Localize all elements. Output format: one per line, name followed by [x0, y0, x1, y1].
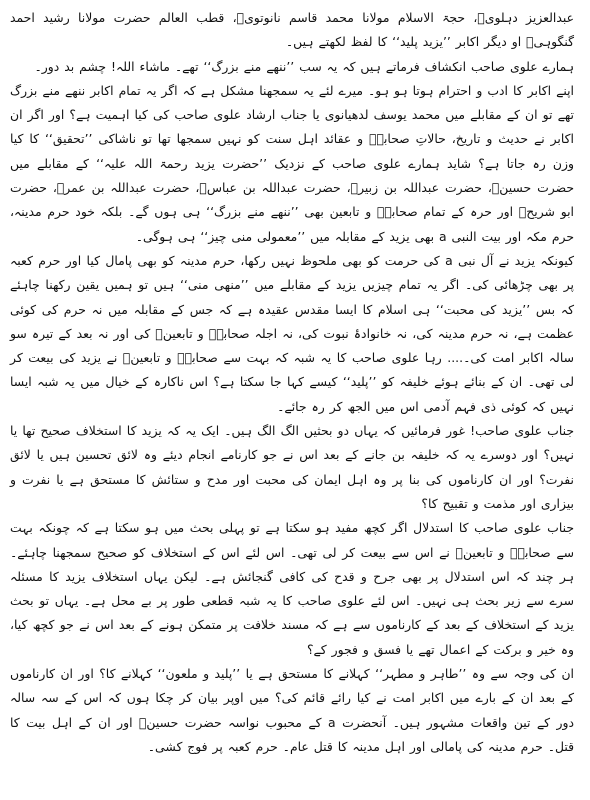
- paragraph-7: ان کی وجہ سے وہ ’’طاہر و مطہر‘‘ کہلانے کا مستحق ہے یا ’’پلید و ملعون‘‘ کہلانے کا؟ اور ان کارناموں کے بعد ان کے بارے میں اکابر امت نے کیا رائے قائم کی؟ میں اوپر بیان کر چکا ہوں کہ اس کے سہ سالہ دور کے تین واقعات مشہور ہیں۔ آنحضرت a کے محبوب نواسہ حضرت حسینؓ اور ان کے اہل بیت کا قتل۔ حرم مدینہ کی پامالی اور اہل مدینہ کا قتل عام۔ حرم کعبہ پر فوج کشی۔: [10, 666, 574, 754]
- paragraph-4: کیونکہ یزید نے آل نبی a کی حرمت کو بھی ملحوظ نہیں رکھا، حرم مدینہ کو بھی پامال کیا اور حرم کعبہ پر بھی چڑھائی کی۔ اگر یہ تمام چیزیں یزید کے مقابلے میں ’’منھی منی‘‘ ہیں تو ہمیں یقین رکھنا چاہئے کہ بس ’’یزید کی محبت‘‘ ہی اسلام کا ایسا مقدس عقیدہ ہے کہ جس کے مقابلہ میں نہ حرم کی کوئی عظمت ہے، نہ حرم مدینہ کی، نہ خانوادۂ نبوت کی، نہ اجلہ صحابہؓ و تابعینؒ کی اور نہ بعد کے تیرہ سو سالہ اکابر امت کی۔.... رہا علوی صاحب کا یہ شبہ کہ بہت سے صحابہؓ و تابعینؒ نے یزید کی بیعت کر لی تھی۔ ان کے بنائے ہوئے خلیفہ کو ’’پلید‘‘ کیسے کہا جا سکتا ہے؟ اس ناکارہ کے خیال میں یہ شبہ ایسا نہیں کہ کوئی ذی فہم آدمی اس میں الجھ کر رہ جائے۔: [10, 252, 574, 414]
- paragraph-3: اپنے اکابر کا ادب و احترام ہوتا ہو ہو۔ میرے لئے یہ سمجھنا مشکل ہے کہ اگر یہ تمام اکابر ننھے منے بزرگ تھے تو ان کے مقابلے میں محمد یوسف لدھیانوی یا جناب ارشاد علوی صاحب کی کیا اہمیت ہے؟ اور اگر ان اکابر نے حدیث و تاریخ، حالاتِ صحابہؓ و عقائد اہل سنت کو نہیں سمجھا تھا تو ناشاکی ’’تحقیق‘‘ کا کیا وزن رہ جاتا ہے؟ شاید ہمارے علوی صاحب کے نزدیک ’’حضرت یزید رحمۃ اللہ علیہ‘‘ کے مقابلے میں حضرت حسینؓ، حضرت عبداللہ بن زبیرؓ، حضرت عبداللہ بن عباسؓ، حضرت عبداللہ بن عمرؓ، حضرت ابو شریحؓ اور حرہ کے تمام صحابہؓ و تابعین بھی ’’ننھے منے بزرگ‘‘ ہی ہوں گے۔ بلکہ خود حرم مدینہ، حرم مکہ اور بیت النبی a بھی یزید کے مقابلہ میں ’’معمولی منی چیز‘‘ ہی ہوگی۔: [10, 82, 574, 244]
- paragraph-1: عبدالعزیز دہلویؒ، حجۃ الاسلام مولانا محمد قاسم نانوتویؒ، قطب العالم حضرت مولانا رشید احمد گنگوہیؒ او دیگر اکابر ’’یزید پلید‘‘ کا لفظ لکھتے ہیں۔: [10, 10, 574, 50]
- urdu-text-body: [10, 6, 574, 759]
- paragraph-6: جناب علوی صاحب کا استدلال اگر کچھ مفید ہو سکتا ہے تو پہلی بحث میں ہو سکتا ہے کہ چونکہ بہت سے صحابہؓ و تابعینؒ نے اس سے بیعت کر لی تھی۔ اس لئے اس کے استخلاف کو صحیح سمجھنا چاہئے۔ ہر چند کہ اس استدلال پر بھی جرح و قدح کی کافی گنجائش ہے۔ لیکن یہاں استخلاف یزید کا مسئلہ سرے سے زیر بحث ہی نہیں۔ اس لئے علوی صاحب کا یہ شبہ قطعی طور پر بے محل ہے۔ یہاں تو بحث یزید کے استخلاف کے بعد کے کارناموں سے ہے کہ مسند خلافت پر متمکن ہونے کے بعد اس نے جو کچھ کیا، وہ خیر و برکت کے اعمال تھے یا فسق و فجور کے؟: [10, 520, 574, 657]
- paragraph-2: ہمارے علوی صاحب انکشاف فرماتے ہیں کہ یہ سب ’’ننھے منے بزرگ‘‘ تھے۔ ماشاء اللہ! چشم بد دور۔: [34, 58, 574, 74]
- paragraph-5: جناب علوی صاحب! غور فرمائیں کہ یہاں دو بحثیں الگ الگ ہیں۔ ایک یہ کہ یزید کا استخلاف صحیح تھا یا نہیں؟ اور دوسرے یہ کہ خلیفہ بن جانے کے بعد اس نے جو کارنامے انجام دیئے وہ لائق تحسین ہیں یا لائق نفرت؟ اور ان کارناموں کی بنا پر وہ اہل ایمان کی محبت اور مدح و ستائش کا مستحق ہے یا نفرت و بیزاری اور مذمت و تقبیح کا؟: [10, 423, 574, 511]
